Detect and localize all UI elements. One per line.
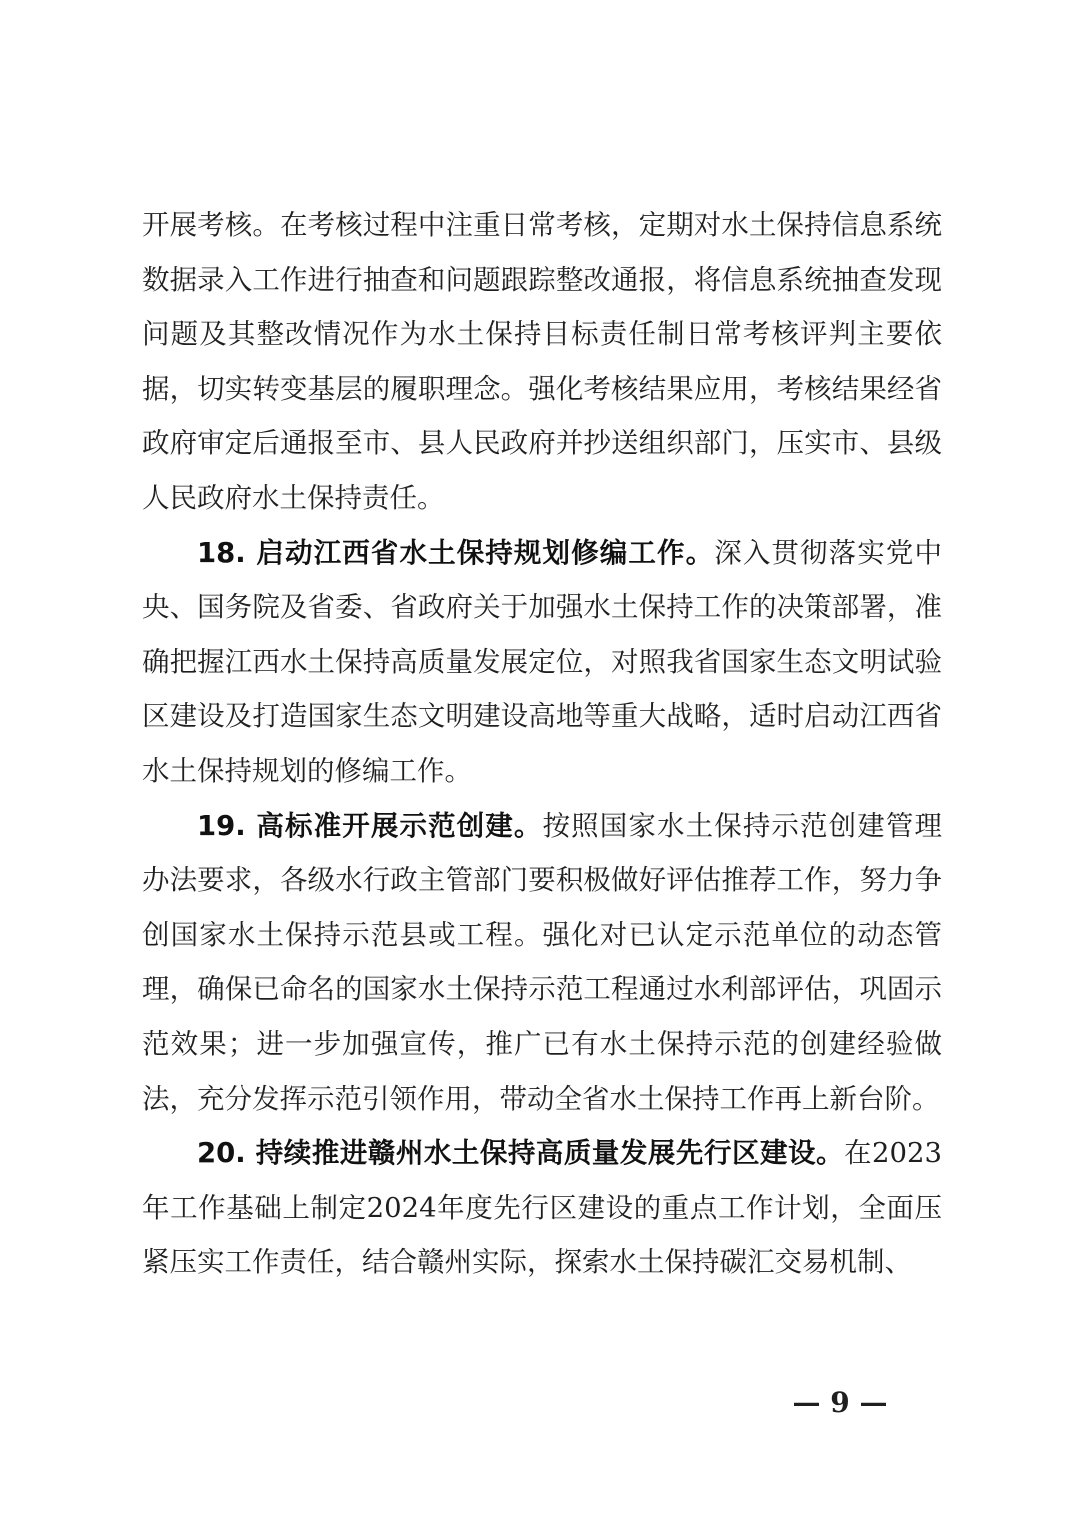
paragraph-heading: 20. 持续推进赣州水土保持高质量发展先行区建设。 — [197, 1137, 844, 1170]
paragraph-text: 开展考核。在考核过程中注重日常考核，定期对水土保持信息系统数据录入工作进行抽查和问题跟踪整改通报，将信息系统抽查发现问题及其整改情况作为水土保持目标责任制日常考核评判主要依据，切实转变基层的履职理念。强化考核结果应用，考核结果经省政府审定后通报至市、县人民政府并抄送组织部门，压实市、县级人民政府水土保持责任。 — [142, 209, 942, 514]
paragraph-heading: 19. 高标准开展示范创建。 — [197, 809, 543, 842]
paragraph-19 — [142, 799, 942, 1127]
document-body — [142, 198, 942, 1290]
paragraph-18 — [142, 526, 942, 799]
paragraph-text: 深入贯彻落实党中央、国务院及省委、省政府关于加强水土保持工作的决策部署，准确把握江西水土保持高质量发展定位，对照我省国家生态文明试验区建设及打造国家生态文明建设高地等重大战略，适时启动江西省水土保持规划的修编工作。 — [142, 536, 942, 787]
paragraph-text: 在2023年工作基础上制定2024年度先行区建设的重点工作计划，全面压紧压实工作责任，结合赣州实际，探索水土保持碳汇交易机制、 — [142, 1137, 942, 1279]
paragraph-continued — [142, 198, 942, 526]
page-number: — 9 — — [792, 1386, 888, 1419]
paragraph-heading: 18. 启动江西省水土保持规划修编工作。 — [197, 536, 715, 569]
paragraph-text: 按照国家水土保持示范创建管理办法要求，各级水行政主管部门要积极做好评估推荐工作，努力争创国家水土保持示范县或工程。强化对已认定示范单位的动态管理，确保已命名的国家水土保持示范工程通过水利部评估，巩固示范效果；进一步加强宣传，推广已有水土保持示范的创建经验做法，充分发挥示范引领作用，带动全省水土保持工作再上新台阶。 — [142, 809, 942, 1115]
paragraph-20 — [142, 1126, 942, 1290]
